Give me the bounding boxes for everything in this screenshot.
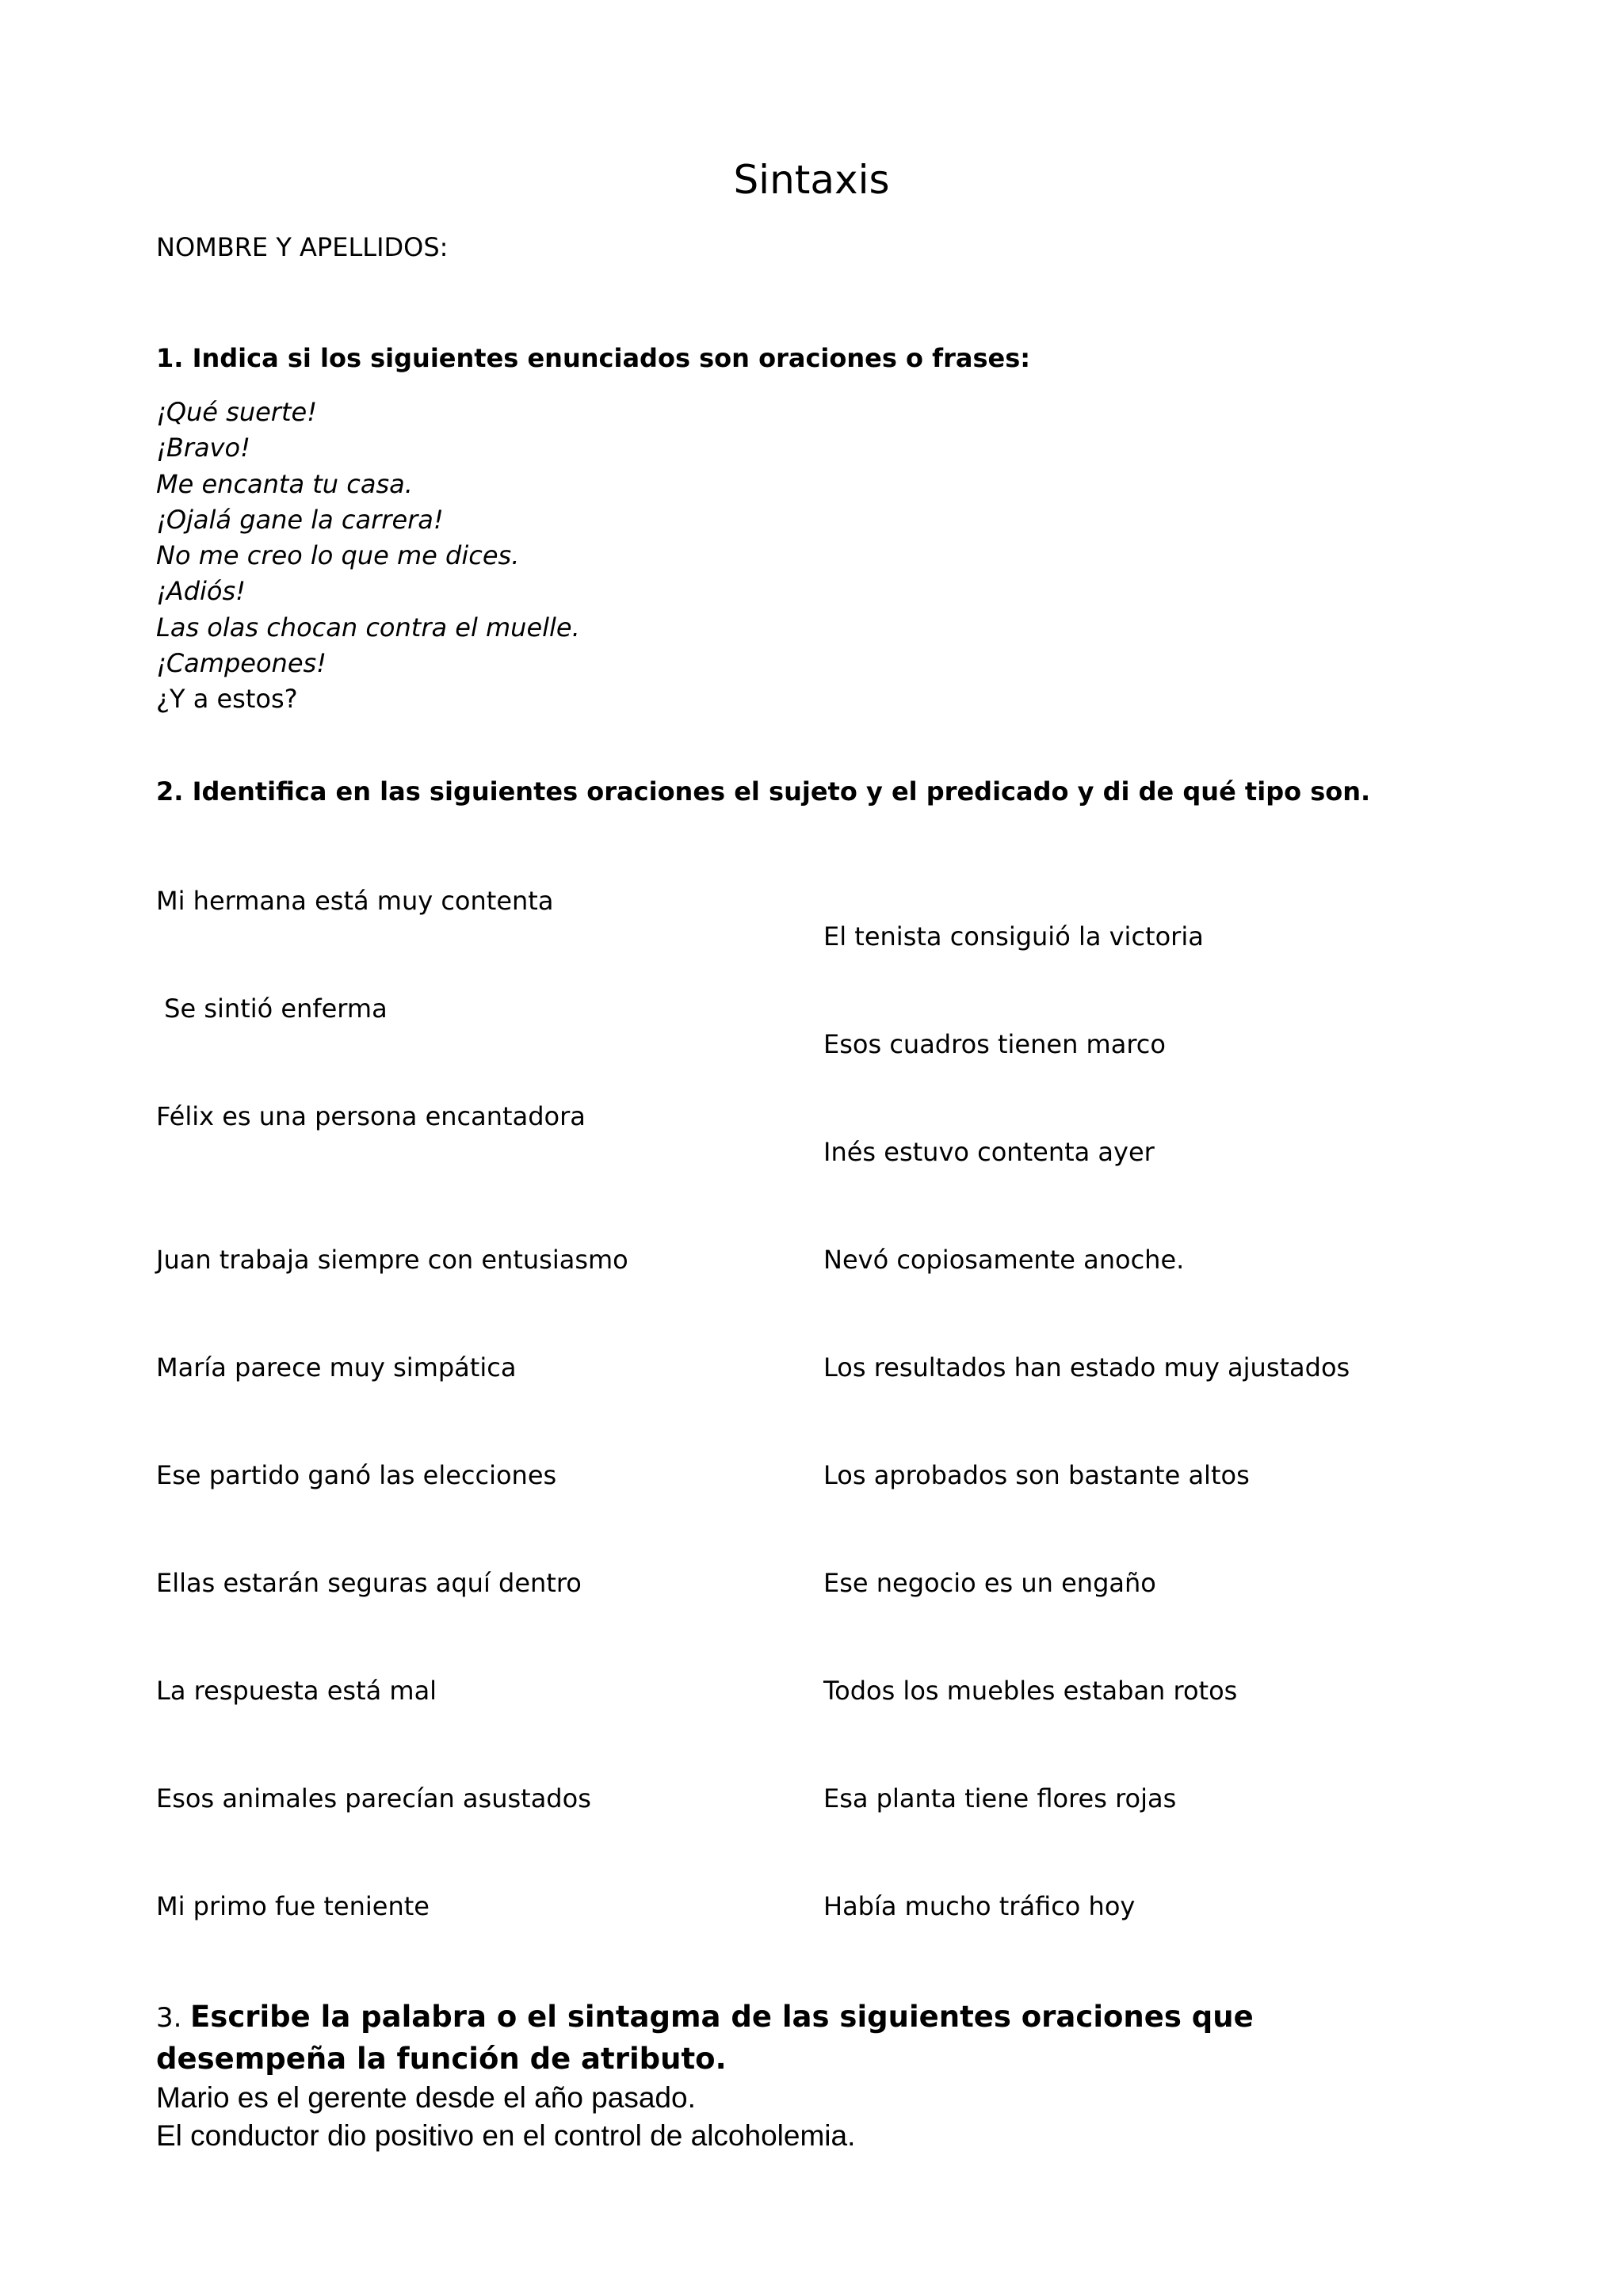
q2-right-sentence: Los resultados han estado muy ajustados: [823, 1352, 1350, 1383]
q2-right-sentence: Había mucho tráfico hoy: [823, 1891, 1136, 1921]
q2-left-sentence: La respuesta está mal: [156, 1676, 437, 1706]
q2-left-sentence: Ese partido ganó las elecciones: [156, 1460, 557, 1490]
question-3-text: Escribe la palabra o el sintagma de las siguientes oraciones que desempeña la función de atributo.: [156, 2000, 1254, 2076]
q1-item: ¡Campeones!: [156, 648, 327, 679]
q2-left-sentence: Esos animales parecían asustados: [156, 1783, 591, 1814]
q1-item: ¡Qué suerte!: [156, 397, 318, 427]
q3-sentence: Mario es el gerente desde el año pasado.: [156, 2081, 696, 2114]
q2-left-sentence: Se sintió enferma: [156, 994, 388, 1024]
q2-right-sentence: Esa planta tiene flores rojas: [823, 1783, 1177, 1814]
q1-item: Me encanta tu casa.: [156, 468, 413, 499]
q1-item: Las olas chocan contra el muelle.: [156, 612, 580, 643]
q2-right-sentence: Todos los muebles estaban rotos: [823, 1676, 1238, 1706]
question-1-list: [156, 395, 580, 718]
q1-item: ¡Adiós!: [156, 576, 246, 607]
q2-left-sentence: Mi primo fue teniente: [156, 1891, 430, 1921]
question-3-number: 3.: [156, 2002, 182, 2034]
q2-left-sentence: Mi hermana está muy contenta: [156, 886, 554, 916]
q1-item: ¿Y a estos?: [156, 684, 298, 715]
q1-item: ¡Bravo!: [156, 433, 250, 463]
name-label: NOMBRE Y APELLIDOS:: [156, 232, 449, 262]
q2-right-sentence: Nevó copiosamente anoche.: [823, 1245, 1185, 1275]
q3-sentence: El conductor dio positivo en el control de alcoholemia.: [156, 2119, 856, 2152]
q2-left-sentence: Félix es una persona encantadora: [156, 1101, 586, 1131]
q2-right-sentence: Los aprobados son bastante altos: [823, 1460, 1250, 1490]
q2-right-sentence: Inés estuvo contenta ayer: [823, 1137, 1155, 1167]
q1-item: ¡Ojalá gane la carrera!: [156, 504, 444, 535]
page-title: Sintaxis: [733, 157, 890, 203]
q2-left-sentence: María parece muy simpática: [156, 1352, 517, 1383]
question-1-heading: 1. Indica si los siguientes enunciados son oraciones o frases:: [156, 343, 1031, 373]
q2-left-sentence: Ellas estarán seguras aquí dentro: [156, 1568, 582, 1598]
q2-right-sentence: El tenista consiguió la victoria: [823, 921, 1204, 952]
question-3-heading: [156, 1997, 1440, 2080]
q2-left-sentence: Juan trabaja siempre con entusiasmo: [156, 1245, 628, 1275]
q1-item: No me creo lo que me dices.: [156, 540, 520, 571]
q2-right-sentence: Ese negocio es un engaño: [823, 1568, 1156, 1598]
question-2-heading: 2. Identifica en las siguientes oraciones el sujeto y el predicado y di de qué tipo son.: [156, 776, 1371, 807]
q2-right-sentence: Esos cuadros tienen marco: [823, 1029, 1166, 1059]
